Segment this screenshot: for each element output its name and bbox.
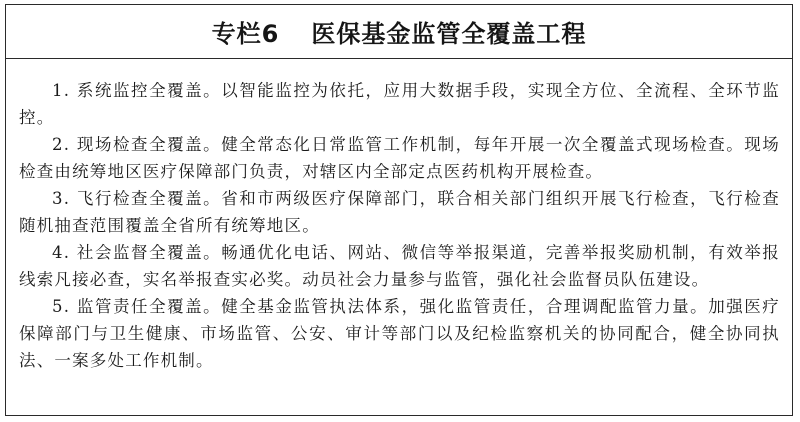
paragraph-1: 1. 系统监控全覆盖。以智能监控为依托，应用大数据手段，实现全方位、全流程、全环节监控。 [19,81,780,127]
paragraph-2: 2. 现场检查全覆盖。健全常态化日常监管工作机制，每年开展一次全覆盖式现场检查。现场检查由统筹地区医疗保障部门负责，对辖区内全部定点医药机构开展检查。 [19,135,780,181]
title-bar [6,5,792,59]
paragraph-4: 4. 社会监督全覆盖。畅通优化电话、网站、微信等举报渠道，完善举报奖励机制，有效举报线索凡接必查，实名举报查实必奖。动员社会力量参与监管，强化社会监督员队伍建设。 [19,243,780,289]
paragraph-3: 3. 飞行检查全覆盖。省和市两级医疗保障部门，联合相关部门组织开展飞行检查，飞行检查随机抽查范围覆盖全省所有统筹地区。 [19,189,780,235]
paragraph-5: 5. 监管责任全覆盖。健全基金监管执法体系，强化监管责任，合理调配监管力量。加强医疗保障部门与卫生健康、市场监管、公安、审计等部门以及纪检监察机关的协同配合，健全协同执法、一案多处工作机制。 [19,297,780,370]
column-title: 医保基金监管全覆盖工程 [311,20,587,48]
body-text [19,77,780,374]
column-label: 专栏6 [211,20,280,48]
page-title [212,14,587,49]
column-box [5,4,793,416]
